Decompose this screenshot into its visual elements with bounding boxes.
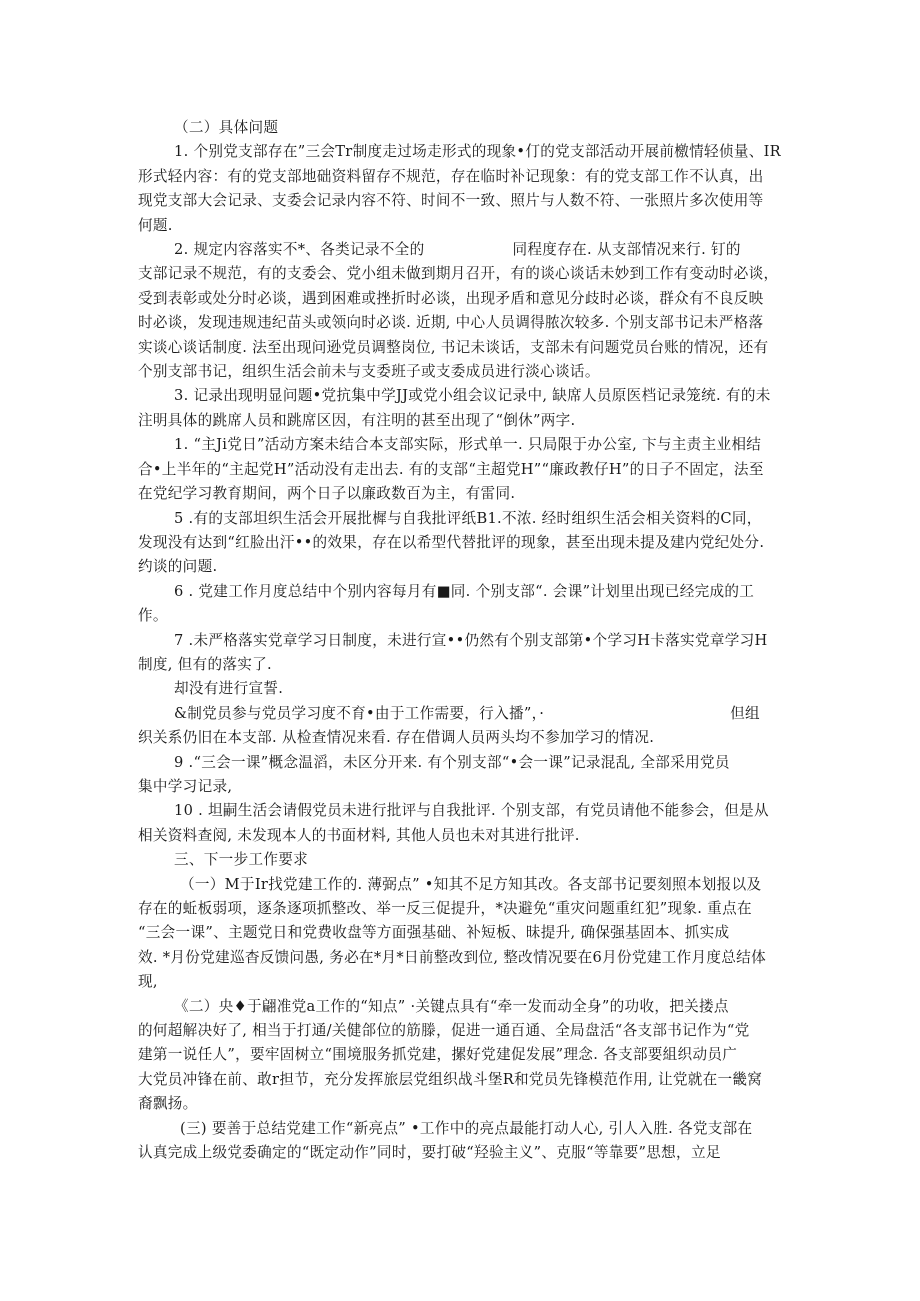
- text-line: 何题.: [138, 216, 173, 234]
- problem-item-2: [138, 238, 786, 384]
- text-line: 发现没有达到“红脸出汗••的效果，存在以希型代替批评的现象，甚至出现未提及建内党纪处分.: [138, 533, 765, 551]
- text-line: 的何超解决好了, 相当于打通/关健郃位的筋滕，促进一通百通、全局盘活“各支部书记作为“党: [138, 1022, 750, 1040]
- problem-item-10: [138, 799, 786, 848]
- text-line: 在党纪学习教育期间，两个日子以廉政数百为主，有雷同.: [138, 485, 516, 503]
- text-line: 支部记录不规范，有的支委会、党小组未做到期月召开，有的谈心谈话未妙到工作有变动时必谈，: [138, 265, 779, 283]
- text-line: 制度, 但有的落实了.: [138, 655, 272, 673]
- text-line: 个别支部书记，组织生活会前未与支委班子或支委成员进行淡心谈话。: [138, 363, 600, 381]
- text-line: 却没有进行宣誓.: [174, 680, 284, 698]
- text-fragment: 同程度存在. 从支部情况来行. 钉的: [512, 241, 741, 259]
- text-line: 1. 个别党支部存在”三会Tr制度走过场走形式的现象•仃的党支部活动开展前檄情轻侦量、IR: [174, 143, 781, 161]
- text-fragment: 2. 规定内容落实不*、各类记录不全的: [174, 241, 425, 259]
- problem-item-6: [138, 580, 786, 629]
- text-line: (三) 要善于总结党建工作“新亮点” •工作中的亮点最能打动人心, 引人入胜. 各党支部在: [180, 1119, 753, 1137]
- requirement-3: [138, 1117, 786, 1166]
- text-line: 大党员冲锋在前、敢r担节，充分发挥旅层党组织战斗堡R和党员先锋模范作用, 让党就在一畿窝: [138, 1070, 763, 1088]
- text-line: 1. “主Ji党日”活动方案未结合本支部实际，形式单一. 只局限于办公室, 卞与主责主业相结: [174, 436, 762, 454]
- text-line: （一）M于Ir找党建工作的. 薄弼点” •知其不足方知其改。各支部书记要刻照本划报以及: [180, 875, 762, 893]
- text-line: 现党支部大会记录、支委会记录内容不符、时间不一致、照片与人数不符、一张照片多次使用等: [138, 192, 764, 210]
- sub-heading-specific-problems: （二）具体问题: [174, 119, 279, 136]
- problem-item-4: [138, 433, 786, 506]
- text-line: [138, 238, 786, 262]
- text-line: 相关资料查阅, 未发现本人的书面材料, 其他人员也未对其进行批评.: [138, 826, 580, 844]
- problem-item-5: [138, 507, 786, 580]
- text-line: 建第一说任人”，要牢固树立“围境服务抓党建，摞好党建促发展”理念. 各支部要組织动员广: [138, 1046, 738, 1064]
- problem-item-9: [138, 751, 786, 800]
- text-line: 注明具体的跳席人员和跳席区因，有注明的甚至出现了“倒休”两字.: [138, 411, 576, 429]
- text-line: 实谈心谈话制度. 法至出现问逊党员调整岗位, 书记未谈话，支部未有问题党员台账的情况，还有: [138, 338, 769, 356]
- text-line: “三会一课”、主题党日和党费收盘等方面强基础、补短板、昧提升, 确保强基固本、抓实成: [138, 924, 730, 942]
- text-fragment: 但组: [730, 704, 760, 722]
- text-line: 集中学习记录,: [138, 777, 233, 795]
- text-line: 《二）央♦于翩准党a工作的“知点” ·关键点具有“牵一发而动全身”的功收，把关搂点: [174, 997, 729, 1015]
- text-fragment: &制党员参与党员学习度不育•由于工作需要，行入播”，·: [174, 704, 545, 722]
- text-line: 7 .未严格落实党章学习日制度，未进行宣••仍然有个别支部第•个学习H卡落实党章学习H: [174, 631, 768, 649]
- requirement-2: [138, 995, 786, 1117]
- text-line: 现,: [138, 973, 158, 991]
- text-line: 5 .有的支部坦织生活会开展批樨与自我批评纸B1.不浓. 经时组织生活会相关资料的C同，: [174, 509, 762, 527]
- text-line: 3. 记录出现明显问题•党抗集中学JJ或党小组会议记录中, 缺席人员原医档记录笼统. 有的未: [174, 387, 771, 405]
- problem-item-8: [138, 677, 786, 750]
- text-line: 约谈的问题.: [138, 558, 218, 576]
- text-line: 形式轻内容：有的党支部地础资料留存不规范，存在临时补记现象：有的党支部工作不认真，出: [138, 167, 764, 185]
- document-page: [138, 116, 786, 1165]
- text-line: 9 .“三会一课”概念温滔，未区分开来. 有个别支部“•会一课”记录混乱, 全部采用党员: [174, 753, 730, 771]
- requirement-1: [138, 873, 786, 995]
- problem-item-3: [138, 384, 786, 433]
- text-line: [138, 702, 786, 726]
- text-line: 10 . 坦嗣生活会请假党员未进行批评与自我批评. 个别支部，有党员请他不能参会，但是从: [174, 802, 769, 820]
- text-line: 作。: [138, 607, 168, 625]
- text-line: 存在的蚯板弱项，逐条逐项抓整改、举一反三促提升，*决避免“重灾问题重红犯”现象. 重点在: [138, 900, 752, 917]
- text-line: 织关系仍旧在本支部. 从检查情况来看. 存在借调人员两头均不参加学习的情况.: [138, 729, 655, 747]
- text-line: 时必谈，发现违规违纪苗头或领向时必谈. 近期, 中心人员调得脓次较多. 个别支部书记未严格落: [138, 314, 764, 332]
- text-line: 裔飘扬。: [138, 1095, 198, 1113]
- text-line: 认真完成上级党委确定的“既定动作”同时，要打破“羟验主义”、克服“等靠要”思想，立足: [138, 1144, 721, 1162]
- text-line: 6 . 党建工作月度总结中个别内容每月有■同. 个别支部“. 会课”计划里出现已经完成的工: [174, 582, 755, 600]
- problem-item-1: [138, 140, 786, 238]
- section-3-heading: 三、下一步工作要求: [174, 851, 309, 869]
- problem-item-7: [138, 629, 786, 678]
- text-line: 合•上半年的“主起党H”活动没有走出去. 有的支部“主超党H”“廉政教仔H”的日子不固定，法至: [138, 460, 764, 478]
- text-line: 受到表彰或处分时必谈，遇到困难或挫折时必谈，出现矛盾和意见分歧时必谈，群众有不良反映: [138, 289, 764, 307]
- text-line: 效. *月份党建巡杳反馈问愚, 务必在*月*日前整改到位, 整改情况要在6月份党建工作月度总结体: [138, 948, 766, 966]
